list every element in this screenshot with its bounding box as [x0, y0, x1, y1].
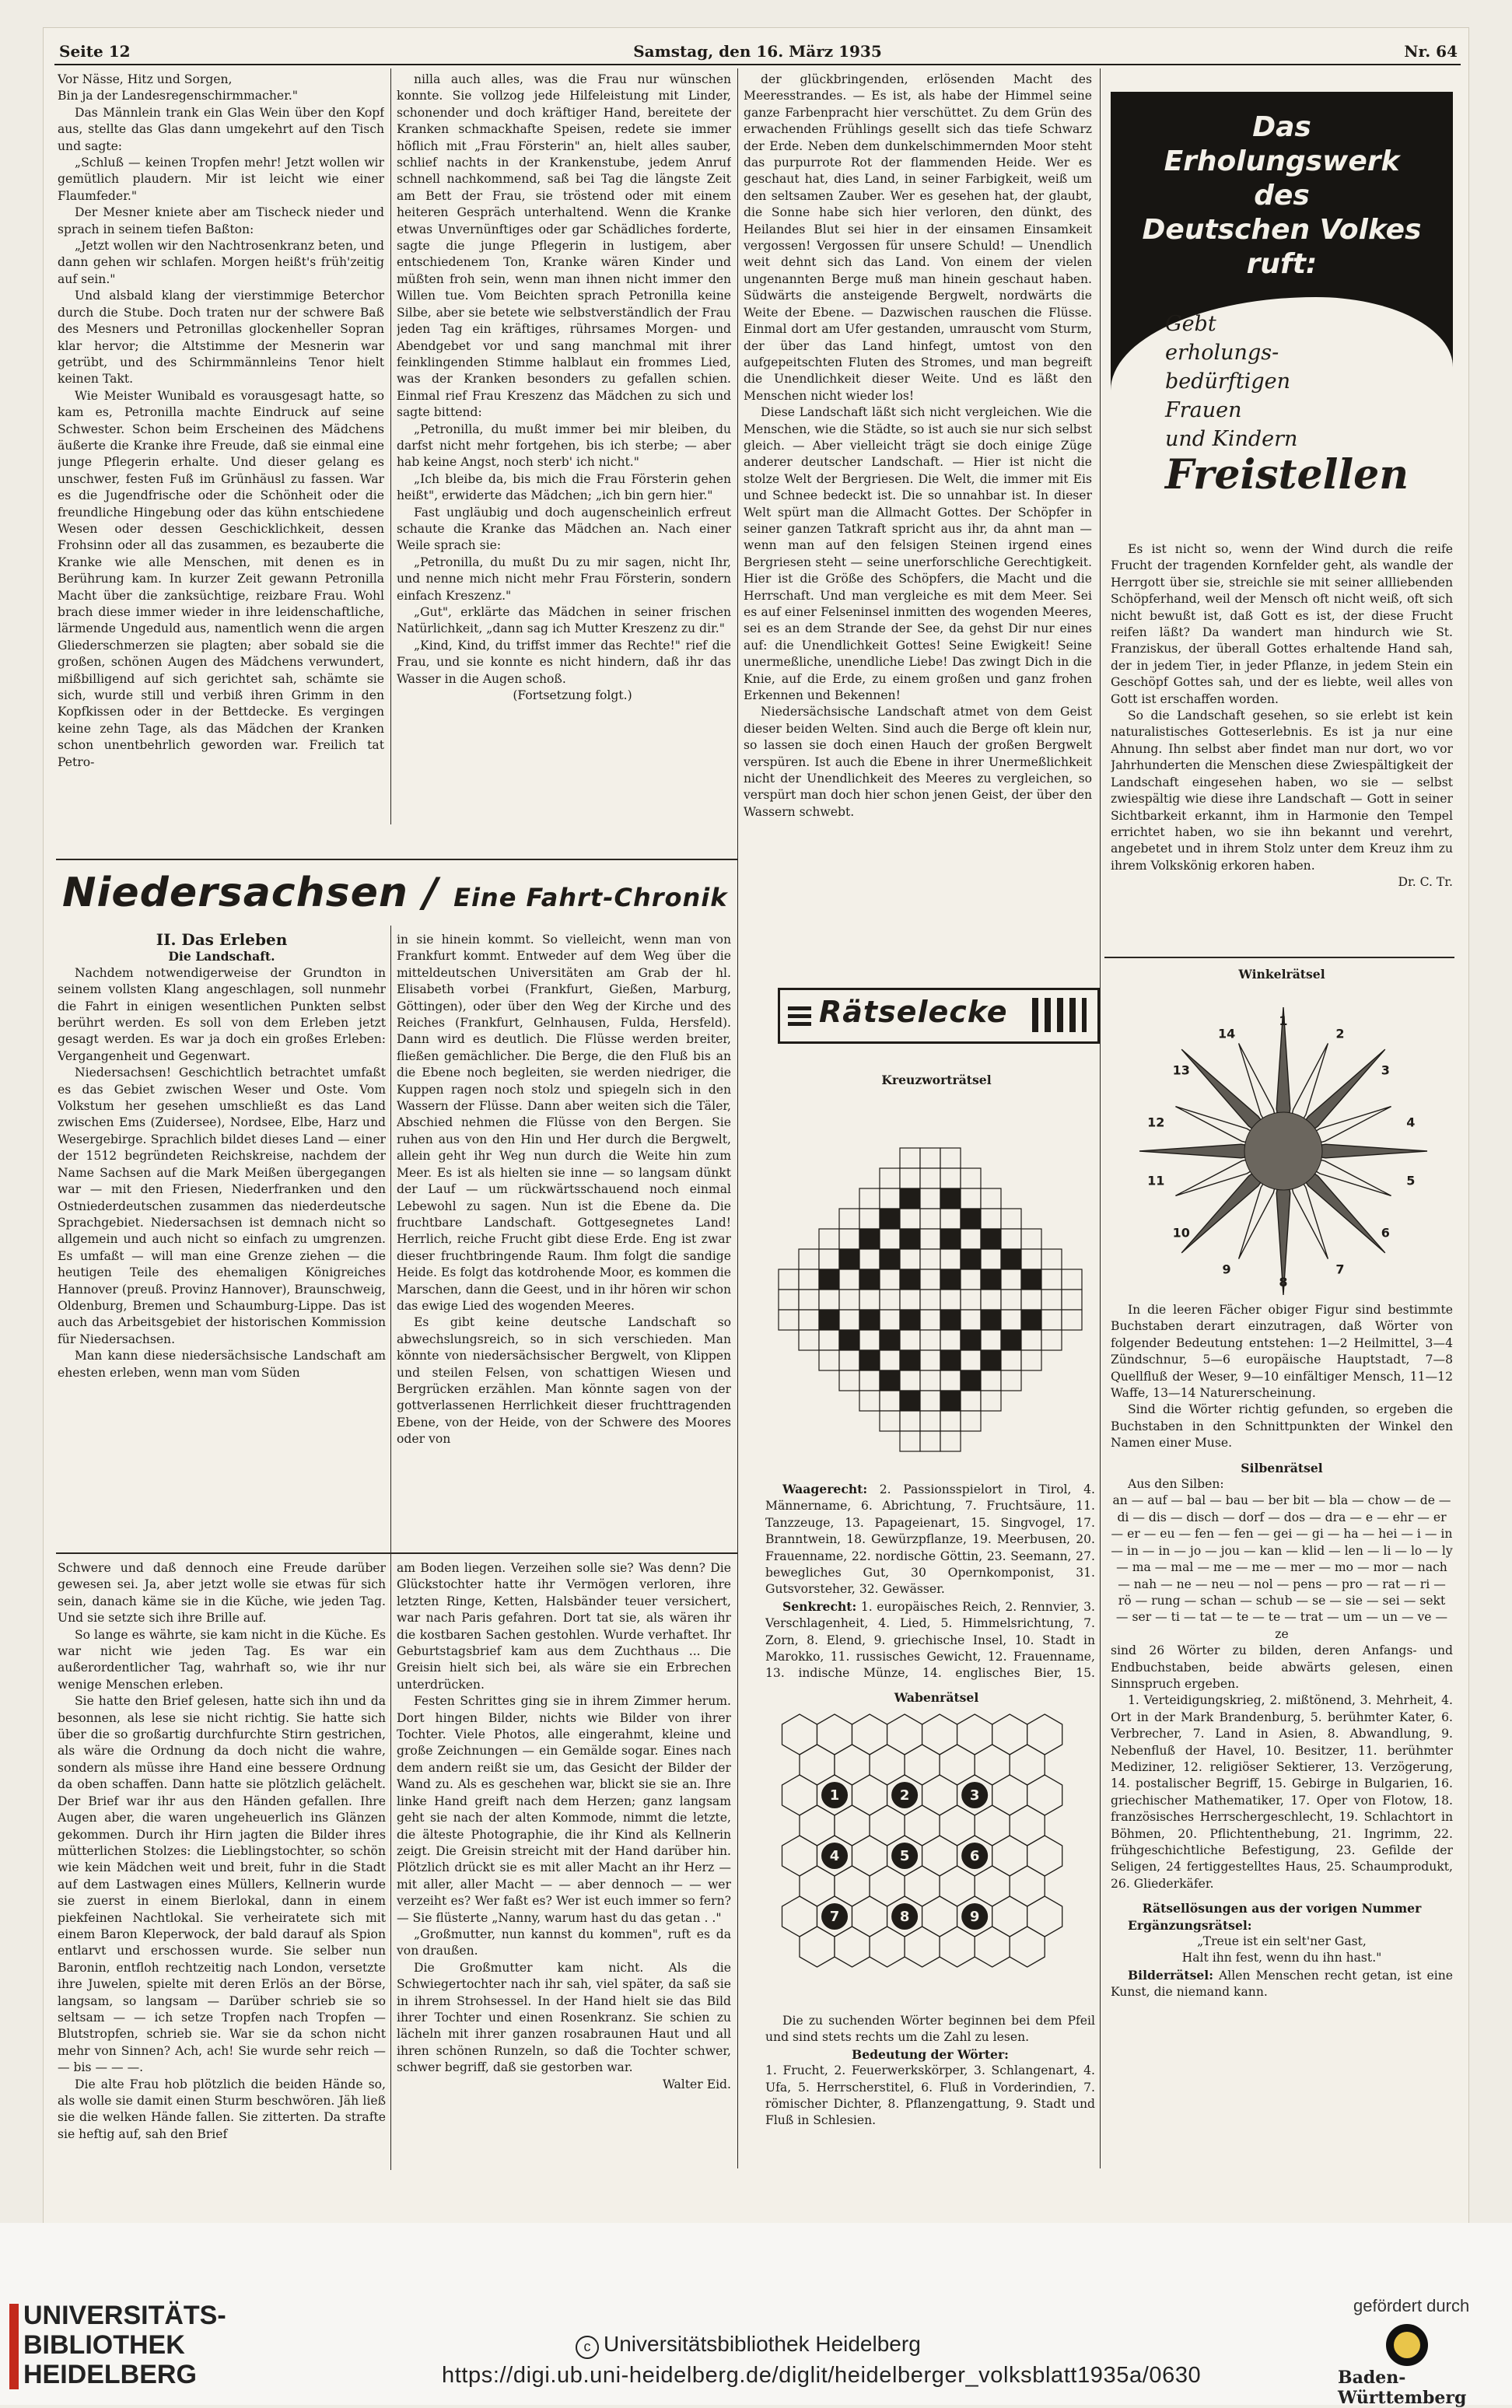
crossword-block — [961, 1249, 981, 1269]
paragraph: Niedersächsische Landschaft atmet von dem Geist dieser beiden Welten. Sind auch die Berge oft klein nur, so lassen sie doch einen Hauch der großen Bergwelt verspüren. Ist auch die Ebene in ihrer Unermeßlichkeit nicht der Unendlichkeit des Meeres zu vergleichen, so verspürt man doch hier schon jenen Geist, der über den Wassern schwebt. — [744, 705, 1092, 819]
crossword-block — [880, 1370, 900, 1391]
silben-syllables: an — auf — bal — bau — ber bit — bla — chow — de — di — dis — disch — dorf — dos — dra — e — ehr — er — er — eu — fen — fen — gei — gi — ha — hei — i — in — in — in — jo — jou — kan — klid — len — li — lo — ly — ma — mal — me — me — mer — mo — mor — nach — nah — ne — neu — nol — pens — pro — rat — ri — rö — rung — schan — schub — se — sie — sei — sekt — ser — ti — tat — te — te — trat — um — un — ve — ze — [1111, 1493, 1453, 1641]
crossword-block — [819, 1269, 839, 1290]
section-rule — [1104, 957, 1454, 958]
decor-icon — [788, 1004, 811, 1026]
sponsor-label: gefördert durch — [1353, 2296, 1470, 2315]
bilder-solution — [1111, 1967, 1453, 2001]
crossword-cell[interactable] — [859, 1249, 880, 1269]
crossword-block — [880, 1209, 900, 1229]
continuation-note: (Fortsetzung folgt.) — [513, 688, 632, 703]
crossword-block — [900, 1269, 920, 1290]
story-column-1 — [58, 72, 384, 818]
crossword-cell[interactable] — [981, 1391, 1001, 1411]
crossword-cell[interactable] — [940, 1290, 961, 1310]
crossword-cell[interactable] — [819, 1330, 839, 1350]
decor-icon — [1032, 998, 1087, 1032]
crossword-block — [981, 1269, 1001, 1290]
paragraph: Die Großmutter kam nicht. Als die Schwiegertochter nach ihr sah, viel später, da saß sie in ihrem Strohsessel. In der Hand hielt sie das Bild ihrer Tochter und einen Rosenkranz. Sie schien zu lächeln mit ihrer ganzen rosabraunen Haut und all ihren schönen Runzeln, so daß die Tochter schwer, schwer begriff, daß sie gestorben war. — [397, 1960, 731, 2075]
paragraph: in sie hinein kommt. So vielleicht, wenn man von Frankfurt kommt. Entweder auf dem Weg über die mitteldeutschen Universitäten am Grab der hl. Elisabeth vorbei (Frankfurt, Gießen, Marburg, Göttingen), oder über den Weg der Kirche und des Reiches (Frankfurt, Gelnhausen, Fulda, Hersfeld). Dann wird es deutlich. Die Flüsse werden breiter, fließen gemächlicher. Die Berge, die den Fluß bis an die Ebene noch begleiten, sie werden niedriger, die Kuppen ragen noch stolz und spiegeln sich in den Wassern der Flüsse. Dann aber weiten sich die Täler, Abschied nehmen die Flüsse von den Bergen. Sie ruhen aus von den Hin und Her durch die Bergwelt, allein geht ihr Weg nun durch die Weite hin zum Meer. Es ist als hielten sie inne — so langsam dünkt der Lauf — um rückwärtsschauend noch einmal Lebewohl zu sagen. Nun ist die Ebene da. Die fruchtbare Landschaft. Gottgesegnetes Land! Herrlich, reiche Frucht gibt diese Erde. Eng ist zwar dieser fruchtbringende Raum. Ihm folgt die sandige Heide. Es folgt das kotdrohende Moor, es kommen die Marschen, dann die Geest, und in ihr hören wir schon das ewige Lied des wogenden Meeres. — [397, 933, 731, 1313]
paragraph: Und alsbald klang der vierstimmige Beterchor durch die Stube. Doch traten nur der schwere Baß des Mesners und Petronillas glockenheller Sopran klar hervor; die Altstimme der Mesnerin war getrübt, und des Schirmmännleins Tenor hielt keinen Takt. — [58, 289, 384, 387]
paragraph: Wie Meister Wunibald es vorausgesagt hatte, so kam es, Petronilla machte Eindruck auf seine Schwester. Schon beim Erscheinen des Mädchens äußerte die Kranke ihre Freude, daß sie einmal eine junge Pflegerin erhalte. Und dieser gelang es unschwer, festen Fuß im Grünhäusl zu fassen. War es die Jugendfrische oder die Schönheit oder die freundliche Hingebung oder das kühn entschiedene Wesen oder dessen Geschicklichkeit, dessen Frohsinn oder all das zusammen, es bezauberte die Kranke wie alle Menschen, mit denen es in Berührung kam. In kurzer Zeit gewann Petronilla Macht über die zanksüchtige, reizbare Frau. Wohl brach diese immer wieder in ihre leidenschaftliche, lärmende Ungeduld aus, namentlich wenn die argen Gliederschmerzen sie plagten; aber sobald sie die großen, schönen Augen des Mädchens verwundert, mißbilligend auf sich gerichtet sah, schämte sie sich, wurde still und verbiß ihren Grimm in den Kopfkissen oder in der Bettdecke. Es vergingen keine zehn Tage, als das Mädchen der Kranken schon unentbehrlich geworden war. Freilich tat Petro- — [58, 388, 384, 769]
banner-script-line: und Kindern — [1165, 427, 1298, 451]
crossword-block — [940, 1350, 961, 1370]
crossword-cell[interactable] — [900, 1330, 920, 1350]
crossword-cell[interactable] — [1062, 1310, 1082, 1330]
crossword-cell[interactable] — [961, 1350, 981, 1370]
paragraph: Es ist nicht so, wenn der Wind durch die reife Frucht der tragenden Kornfelder geht, als wandle der Herrgott über sie, streichle sie mit seiner allliebenden Schöpferhand, weil der Mensch oft nicht weiß, oft sich nicht bewußt ist, daß Gott es ist, der diese Frucht reifen läßt? Da wandert man hindurch wie St. Franziskus, der überall Gottes erhaltende Hand sah, der in jedem Tier, in jeder Pflanze, in jedem Stein ein Geschöpf Gottes sah, und der es liebte, weil alles von Gott ist erschaffen worden. — [1111, 542, 1453, 706]
paragraph: „Petronilla, du mußt immer bei mir bleiben, du darfst nicht mehr fortgehen, bis ich sterbe; — aber hab keine Angst, noch sterb' ich nicht." — [397, 422, 731, 470]
crossword-cell[interactable] — [940, 1370, 961, 1391]
crossword-cell[interactable] — [819, 1290, 839, 1310]
winkel-instructions-2: Sind die Wörter richtig gefunden, so ergeben die Buchstaben in den Schnittpunkten der Winkel den Namen einer Muse. — [1111, 1402, 1453, 1451]
landscape-column-4 — [1111, 541, 1453, 930]
crossword-block — [981, 1229, 1001, 1249]
crossword-cell[interactable] — [920, 1411, 940, 1431]
crossword-cell[interactable] — [900, 1148, 920, 1168]
crossword-title — [778, 1072, 1095, 1092]
crossword-cell[interactable] — [859, 1290, 880, 1310]
crossword-cell[interactable] — [1001, 1370, 1021, 1391]
story2-column-1 — [58, 1560, 386, 2175]
crossword-block — [880, 1330, 900, 1350]
permalink[interactable]: https://digi.ub.uni-heidelberg.de/diglit/heidelberger_volksblatt1935a/0630 — [442, 2363, 1202, 2388]
crossword-cell[interactable] — [981, 1370, 1001, 1391]
ergaenzung-line: „Treue ist ein selt'ner Gast, — [1197, 1934, 1367, 1949]
crossword-cell[interactable] — [1041, 1290, 1062, 1310]
honeycomb-number: 7 — [829, 1909, 840, 1925]
crossword-cell[interactable] — [1021, 1249, 1041, 1269]
crossword-block — [961, 1370, 981, 1391]
honeycomb-number: 1 — [829, 1787, 840, 1804]
crossword-cell[interactable] — [880, 1168, 900, 1188]
column-rule — [1100, 68, 1101, 2168]
crossword-cell[interactable] — [1021, 1290, 1041, 1310]
article-column-1 — [58, 932, 386, 1546]
column-rule — [737, 68, 738, 2168]
crossword-block — [839, 1249, 859, 1269]
paragraph: nilla auch alles, was die Frau nur wünschen konnte. Sie vollzog jede Hilfeleistung mit Linder, schonender und doch kräftiger Hand, bereitete der Kranken schmackhafte Speisen, redete sie immer höflich mit „Frau Försterin" an, hielt alles sauber, schlief nachts in der Krankenstube, jedem Anruf schnell nachkommend, saß bei Tag die längste Zeit am Bett der Frau, sie tröstend oder mit einem heiteren Gespräch unterhaltend. Wenn die Kranke etwas Unvernünftiges oder gar Schädliches forderte, sagte die junge Pflegerin in lustigem, aber entschiedenem Ton, Kranke wären Kinder und müßten froh sein, wenn man ihnen nicht immer den Willen tue. Vom Beichten sprach Petronilla keine Silbe, aber sie betete wie selbstverständlich der Frau jeden Tag ein kräftiges, rührsames Morgen- und Abendgebet vor und sang manchmal mit ihrer feinklingenden Stimme halblaut ein frommes Lied, was der Kranken besonders zu gefallen schien. Einmal rief Frau Kreszenz das Mädchen zu sich und sagte bittend: — [397, 72, 731, 420]
crossword-cell[interactable] — [1041, 1249, 1062, 1269]
crossword-block — [981, 1310, 1001, 1330]
crossword-cell[interactable] — [839, 1269, 859, 1290]
crossword-cell[interactable] — [920, 1269, 940, 1290]
paragraph: „Jetzt wollen wir den Nachtrosenkranz beten, und dann gehen wir schlafen. Morgen heißt's früh'zeitig auf sein." — [58, 239, 384, 286]
paragraph: Es gibt keine deutsche Landschaft so abwechslungsreich, so in sich verschieden. Man könnte von niedersächsischer Bergwelt, von Klippen und steilen Felsen, von schattigen Wiesen und Bergrücken erzählen. Man könnte sagen von der gottverlassenen Herrlichkeit dieser fruchttragenden Ebene, von der Heide, von der Schwere des Moores oder von — [397, 1315, 731, 1447]
crossword-cell[interactable] — [799, 1269, 819, 1290]
crossword-cell[interactable] — [961, 1411, 981, 1431]
paragraph: Nachdem notwendigerweise der Grundton in seinem vollsten Klang angeschlagen, soll nunmehr die Fahrt in einigen wesentlichen Punkten selbst berührt werden. Es soll von dem Erleben jetzt gesagt werden. Es war ja doch ein großes Erleben: Vergangenheit und Gegenwart. — [58, 965, 386, 1063]
crossword-title-text: Kreuzworträtsel — [881, 1073, 992, 1087]
issue-number: Nr. 64 — [1404, 42, 1458, 61]
crossword-cell[interactable] — [839, 1290, 859, 1310]
crossword-block — [940, 1391, 961, 1411]
honeycomb-number: 5 — [899, 1848, 910, 1864]
crossword-cell[interactable] — [920, 1209, 940, 1229]
crossword-cell[interactable] — [880, 1290, 900, 1310]
crossword-block — [880, 1249, 900, 1269]
winkel-number: 7 — [1335, 1262, 1345, 1277]
solutions-title: Rätsellösungen aus der vorigen Nummer — [1142, 1901, 1422, 1916]
paragraph: Fast ungläubig und doch augenscheinlich erfreut schaute die Kranke das Mädchen an. Nach einer Weile sprach sie: — [397, 505, 731, 553]
winkel-number: 6 — [1381, 1225, 1390, 1241]
crossword-cell[interactable] — [961, 1290, 981, 1310]
library-line: HEIDELBERG — [23, 2360, 197, 2389]
crossword-cell[interactable] — [900, 1249, 920, 1269]
winkel-number: 1 — [1279, 1013, 1288, 1028]
story-column-2 — [397, 72, 731, 818]
library-line: BIBLIOTHEK — [23, 2330, 185, 2360]
crossword-cell[interactable] — [1001, 1229, 1021, 1249]
paragraph: Vor Nässe, Hitz und Sorgen, — [58, 72, 233, 86]
paragraph: Bin ja der Landesregenschirmmacher." — [58, 89, 298, 103]
crossword-cell[interactable] — [779, 1310, 799, 1330]
crossword-cell[interactable] — [940, 1431, 961, 1451]
paragraph: So die Landschaft gesehen, so sie erlebt ist kein naturalistisches Gotteserlebnis. Es ist ja nur eine Ahnung. Ihn selbst aber findet man nur dort, wo vor Jahrhunderten die Menschen diese Zwiespältigkeit der Landschaft eingesehen haben, wo sie — selbst zwiespältig wie diese ihre Landschaft — Gott in seiner Sichtbarkeit erkannt, ihm in Harmonie den Tempel errichtet haben, wo sie ihn bekannt und verehrt, angebetet und in ihrem Stolz unter dem Kreuz ihm zu ihrem Volkskönig erkoren haben. — [1111, 709, 1453, 873]
crossword-cell[interactable] — [920, 1290, 940, 1310]
winkel-star-center — [1244, 1112, 1322, 1190]
winkel-star-figure — [1128, 1003, 1439, 1299]
crossword-cell[interactable] — [799, 1249, 819, 1269]
banner-line: Das — [1252, 111, 1311, 143]
silben-title: Silbenrätsel — [1241, 1460, 1323, 1475]
crossword-cell[interactable] — [940, 1209, 961, 1229]
down-title: Senkrecht: — [782, 1598, 857, 1614]
ergaenzung-title: Ergänzungsrätsel: — [1128, 1917, 1252, 1933]
crossword-block — [940, 1188, 961, 1209]
winkel-number: 5 — [1406, 1173, 1416, 1188]
wabe-meanings-title: Bedeutung der Wörter: — [852, 2046, 1009, 2062]
winkel-title-text: Winkelrätsel — [1238, 967, 1325, 982]
crossword-cell[interactable] — [880, 1411, 900, 1431]
paragraph: Man kann diese niedersächsische Landschaft am ehesten erleben, wenn man vom Süden — [58, 1349, 386, 1380]
crossword-cell[interactable] — [920, 1330, 940, 1350]
crossword-block — [1001, 1249, 1021, 1269]
crossword-cell[interactable] — [839, 1350, 859, 1370]
author-signature: Walter Eid. — [662, 2077, 731, 2091]
crossword-cell[interactable] — [981, 1209, 1001, 1229]
puzzle-title: Rätselecke — [819, 995, 1008, 1029]
crossword-cell[interactable] — [900, 1431, 920, 1451]
crossword-cell[interactable] — [961, 1391, 981, 1411]
crossword-cell[interactable] — [981, 1330, 1001, 1350]
paragraph: Das Männlein trank ein Glas Wein über den Kopf aus, stellte das Glas dann umgekehrt auf den Tisch und sagte: — [58, 105, 384, 153]
crossword-cell[interactable] — [961, 1310, 981, 1330]
silben-task: sind 26 Wörter zu bilden, deren Anfangs- und Endbuchstaben, beide abwärts gelesen, einen Sinnspruch ergeben. — [1111, 1643, 1453, 1691]
banner-script — [1165, 310, 1414, 497]
crossword-cell[interactable] — [880, 1310, 900, 1330]
crossword-cell[interactable] — [1021, 1330, 1041, 1350]
banner-line: Deutschen Volkes — [1142, 214, 1422, 246]
crossword-block — [981, 1350, 1001, 1370]
honeycomb-number: 2 — [899, 1787, 910, 1804]
library-footer — [0, 2223, 1512, 2408]
across-text: 2. Passionsspielort in Tirol, 4. Männername, 6. Abrichtung, 7. Fruchtsäure, 11. Tanzzeuge, 13. Papageienart, 15. Singvogel, 17. Branntwein, 18. Gewürzpflanze, 19. Meerbusen, 20. Frauenname, 22. nordische Göttin, 23. Seemann, 27. bewegliches Gut, 30 Opernkomponist, 31. Gutsvorsteher, 32. Gewässer. — [765, 1482, 1095, 1597]
across-title: Waagerecht: — [782, 1482, 868, 1496]
bilder-title: Bilderrätsel: — [1128, 1967, 1213, 1983]
column-rule — [390, 926, 391, 2170]
crossword-cell[interactable] — [1062, 1269, 1082, 1290]
paragraph: „Ich bleibe da, bis mich die Frau Försterin gehen heißt", erwiderte das Mädchen; „ich bin gern hier." — [397, 471, 731, 503]
ergaenzung-line: Halt ihn fest, wenn du ihn hast." — [1181, 1951, 1382, 1965]
crossword-cell[interactable] — [920, 1310, 940, 1330]
wabe-instructions: Die zu suchenden Wörter beginnen bei dem Pfeil und sind stets rechts um die Zahl zu lesen. — [765, 2014, 1095, 2045]
wabe-meanings: 1. Frucht, 2. Feuerwerkskörper, 3. Schlangenart, 4. Ufa, 5. Herrscherstitel, 6. Fluß in Vorderindien, 7. römischer Dichter, 8. Pflanzengattung, 9. Stadt und Fluß in Schlesien. — [765, 2063, 1095, 2128]
banner-script-line: erholungs- — [1165, 341, 1279, 365]
page-number: Seite 12 — [59, 42, 131, 61]
crossword-cell[interactable] — [839, 1370, 859, 1391]
column-rule — [390, 68, 391, 824]
crossword-cell[interactable] — [859, 1370, 880, 1391]
crossword-cell[interactable] — [1001, 1209, 1021, 1229]
paragraph: Niedersachsen! Geschichtlich betrachtet umfaßt es das Gebiet zwischen Weser und Oste. Vom Volkstum her gesehen umschließt es das Land zwischen Ems (Zuidersee), Nordsee, Elbe, Harz und Wesergebirge. Sprachlich bildet dieses Land — einer der 1512 begründeten Reichskreise, nachdem der Name Sachsen auf die Mark Meißen übergegangen war — mit den Friesen, Niederfranken und den Ostniederdeutschen zusammen das niederdeutsche Sprachgebiet. Niedersachsen ist demnach nicht so allgemein und auch nicht so einfach zu umgrenzen. Es umfaßt — will man eine Grenze ziehen — die heutigen Teile des ehemaligen Königreiches Hannover (preuß. Provinz Hannover), Braunschweig, Oldenburg, Bremen und Schaumburg-Lippe. Das ist auch das Arbeitsgebiet der historischen Kommission für Niedersachsen. — [58, 1066, 386, 1346]
crossword-cell[interactable] — [880, 1188, 900, 1209]
crossword-cell[interactable] — [920, 1350, 940, 1370]
crossword-cell[interactable] — [859, 1188, 880, 1209]
crossword-block — [940, 1310, 961, 1330]
crossword-cell[interactable] — [880, 1350, 900, 1370]
puzzle-column-right — [1111, 1302, 1453, 2173]
banner-line: ruft: — [1246, 248, 1318, 280]
crossword-block — [859, 1310, 880, 1330]
crossword-cell[interactable] — [1041, 1310, 1062, 1330]
crossword-cell[interactable] — [880, 1269, 900, 1290]
crossword-cell[interactable] — [920, 1168, 940, 1188]
silben-list: 1. Verteidigungskrieg, 2. mißtönend, 3. Mehrheit, 4. Ort in der Mark Brandenburg, 5. berühmter Kater, 6. Verbrecher, 7. Land in Asien, 8. Abwandlung, 9. Nebenfluß der Havel, 10. Besitzer, 11. berühmter Mediziner, 12. religiöser Sektierer, 13. Verzögerung, 14. postalischer Begriff, 15. Gebirge in Bulgarien, 16. griechischer Mathematiker, 17. Oper von Flotow, 18. französisches Herrschergeschlecht, 19. Schlachtort in Böhmen, 20. Pflichtenthebung, 21. Ingrimm, 22. frühgeschichtliche Befestigung, 23. Gefilde der Seligen, 24 fertiggestelltes Haus, 25. Schaumprodukt, 26. Gliederkäfer. — [1111, 1693, 1453, 1891]
crossword-cell[interactable] — [920, 1370, 940, 1391]
wabe-clues — [765, 2013, 1095, 2176]
crossword-cell[interactable] — [1041, 1330, 1062, 1350]
silben-intro: Aus den Silben: — [1128, 1477, 1224, 1492]
library-line: UNIVERSITÄTS- — [23, 2301, 226, 2330]
library-logo-icon — [9, 2304, 19, 2389]
article-title: Niedersachsen / Eine Fahrt-Chronik — [62, 870, 728, 916]
paragraph: „Großmutter, nun kannst du kommen", ruft es da von draußen. — [397, 1927, 731, 1958]
crossword-block — [1001, 1330, 1021, 1350]
crossword-cell[interactable] — [859, 1391, 880, 1411]
winkel-number: 4 — [1406, 1115, 1416, 1130]
crossword-cell[interactable] — [900, 1411, 920, 1431]
crossword-cell[interactable] — [920, 1391, 940, 1411]
copyright-text: Universitätsbibliothek Heidelberg — [604, 2332, 921, 2356]
crossword-block — [1021, 1310, 1041, 1330]
crossword-block — [900, 1350, 920, 1370]
crossword-cell[interactable] — [920, 1229, 940, 1249]
erholungswerk-banner — [1111, 92, 1453, 530]
crossword-cell[interactable] — [819, 1249, 839, 1269]
banner-line: des — [1254, 180, 1310, 212]
winkel-title — [1112, 966, 1451, 986]
winkel-number: 2 — [1335, 1026, 1345, 1041]
crossword-cell[interactable] — [1041, 1269, 1062, 1290]
crossword-cell[interactable] — [880, 1391, 900, 1411]
article-column-2 — [397, 932, 731, 1546]
honeycomb-number: 6 — [969, 1848, 980, 1864]
crossword-block — [940, 1269, 961, 1290]
crossword-cell[interactable] — [961, 1168, 981, 1188]
puzzle-corner-heading — [778, 988, 1100, 1044]
page-header — [54, 40, 1461, 65]
honeycomb-number: 9 — [969, 1909, 980, 1925]
wabe-title — [778, 1689, 1095, 1710]
crossword-cell[interactable] — [1021, 1229, 1041, 1249]
author-signature: Dr. C. Tr. — [1398, 875, 1453, 890]
paragraph: Diese Landschaft läßt sich nicht vergleichen. Wie die Menschen, wie die Städte, so ist auch sie nur sich selbst gleich. — Aber vielleicht trägt sie doch einige Züge anderer deutscher Landschaft. — Hier ist nicht die stolze Welt der Bergriesen. Die Welt, die immer mit Eis und Schnee bedeckt ist. Die so unnahbar ist. In dieser Welt spürt man die Allmacht Gottes. Der Schöpfer in seiner ganzen Tatkraft spricht aus ihr, da ahnt man — wenn man auf den felsigen Steinen irgend eines Bergriesen steht — seine unerforschliche Gerechtigkeit. Hier ist die Größe des Schöpfers, die Macht und die Herrschaft. Und man vergleiche es mit dem Meer. Sei es auf einer Felseninsel inmitten des wogenden Meeres, sei es an dem Strande der See, da gehst Dir nur eines auf: die Unendlichkeit Gottes! Seine Ewigkeit! Seine unermeßliche, unendliche Liebe! Das zwingt Dich in die Knie, auf die Erde, zu einem großen und ganz frohen Erkennen und Bekennen! — [744, 405, 1092, 703]
banner-script-name: Freistellen — [1165, 451, 1409, 499]
winkel-number: 10 — [1172, 1225, 1190, 1241]
crossword-cell[interactable] — [981, 1188, 1001, 1209]
paragraph: Festen Schrittes ging sie in ihrem Zimmer herum. Dort hingen Bilder, nichts wie Bilder von ihrer Tochter. Viele Photos, alle eingerahmt, kleine und große Zeichnungen — ein Gemälde sogar. Eines nach dem andern reißt sie um, das Gesicht der Bilder der Wand zu. Als es geschehen war, blickt sie sie an. Ihre linke Hand greift nach dem Herzen; ganz langsam geht sie nach der alten Kommode, nimmt die letzte, die älteste Photographie, die ihr Kind als Kellnerin zeigt. Die Greisin streicht mit der Hand darüber hin. Plötzlich drückt sie es mit aller Macht an ihr Herz — mit aller, aller Macht — — aber dennoch — — wer verzeiht es? Wer faßt es? Wer ist euch immer so fern? — Sie flüsterte „Nanny, warum hast du das getan . ." — [397, 1694, 731, 1925]
article-subtitle: Eine Fahrt-Chronik — [453, 883, 728, 912]
banner-script-line: Frauen — [1165, 398, 1242, 422]
paragraph: Schwere und daß dennoch eine Freude darüber gewesen sei. Ja, aber jetzt wolle sie etwas für sich sein, danach käme sie in die Küche, wie jeden Tag. Und sie setzte sich ihre Brille auf. — [58, 1561, 386, 1626]
winkel-number: 8 — [1279, 1275, 1288, 1290]
crossword-cell[interactable] — [1001, 1290, 1021, 1310]
crossword-cell[interactable] — [819, 1350, 839, 1370]
crossword-block — [900, 1391, 920, 1411]
crossword-block — [1021, 1269, 1041, 1290]
across-clues — [765, 1481, 1095, 1598]
crossword-block — [900, 1188, 920, 1209]
crossword-cell[interactable] — [920, 1431, 940, 1451]
crossword-cell[interactable] — [880, 1229, 900, 1249]
copyright-icon: c — [576, 2336, 599, 2359]
crossword-block — [839, 1330, 859, 1350]
crossword-cell[interactable] — [1001, 1310, 1021, 1330]
crossword-cell[interactable] — [799, 1330, 819, 1350]
crossword-block — [961, 1209, 981, 1229]
crossword-cell[interactable] — [920, 1148, 940, 1168]
crossword-cell[interactable] — [779, 1269, 799, 1290]
crossword-cell[interactable] — [920, 1188, 940, 1209]
crossword-cell[interactable] — [940, 1330, 961, 1350]
crossword-cell[interactable] — [839, 1229, 859, 1249]
crossword-cell[interactable] — [940, 1411, 961, 1431]
sponsor-state: Baden-Württemberg — [1338, 2368, 1467, 2408]
crossword-block — [900, 1310, 920, 1330]
crossword-cell[interactable] — [920, 1249, 940, 1269]
crossword-cell[interactable] — [900, 1168, 920, 1188]
banner-script-line: bedürftigen — [1165, 369, 1290, 394]
crossword-cell[interactable] — [940, 1249, 961, 1269]
issue-date: Samstag, den 16. März 1935 — [633, 42, 882, 61]
wabe-title-text: Wabenrätsel — [894, 1690, 979, 1705]
winkel-number: 13 — [1172, 1062, 1190, 1078]
article-subhead: Die Landschaft. — [168, 949, 275, 964]
honeycomb-number: 3 — [969, 1787, 980, 1804]
article-title-text: Niedersachsen — [62, 870, 408, 916]
crossword-block — [940, 1229, 961, 1249]
winkel-number: 12 — [1147, 1115, 1165, 1130]
crossword-cell[interactable] — [819, 1229, 839, 1249]
state-crest-icon — [1386, 2324, 1428, 2366]
winkel-instructions: In die leeren Fächer obiger Figur sind bestimmte Buchstaben derart einzutragen, daß Wörter von folgender Bedeutung entstehen: 1—2 Heilmittel, 3—4 Zündschnur, 5—6 europäische Hauptstadt, 7—8 Quellfluß der Weser, 9—10 einfältiger Mensch, 11—12 Waffe, 13—14 Naturerscheinung. — [1111, 1303, 1453, 1401]
section-rule — [56, 1552, 737, 1554]
crossword-cell[interactable] — [839, 1310, 859, 1330]
crossword-cell[interactable] — [859, 1209, 880, 1229]
story2-column-2 — [397, 1560, 731, 2175]
honeycomb-number: 8 — [899, 1909, 910, 1925]
library-name — [23, 2301, 226, 2389]
crossword-block — [859, 1229, 880, 1249]
down-clues — [765, 1598, 1095, 1683]
banner-script-line: Gebt — [1165, 312, 1216, 336]
crossword-cell[interactable] — [940, 1168, 961, 1188]
crossword-cell[interactable] — [961, 1229, 981, 1249]
crossword-block — [900, 1229, 920, 1249]
section-rule — [56, 859, 737, 860]
crossword-cell[interactable] — [1001, 1350, 1021, 1370]
bilder-text: Allen Menschen recht getan, ist eine Kunst, die niemand kann. — [1111, 1968, 1453, 2000]
paragraph: „Kind, Kind, du triffst immer das Rechte!" rief die Frau, und sie konnte es nicht hindern, daß ihr das Wasser in die Augen schoß. — [397, 638, 731, 686]
paragraph: der glückbringenden, erlösenden Macht des Meeresstrandes. — Es ist, als habe der Himmel seine ganze Farbenpracht hier verschüttet. Zu dem Grün des erwachenden Frühlings gesellt sich das tiefe Schwarz der Erde. Neben dem dunkelschimmernden Moor steht das purpurrote Rot der flammenden Heide. Wer es geschaut hat, dies Land, in seiner Farbigkeit, weiß um den seltsamen Zauber. Wer es gesehen hat, der glaubt, die Sonne habe sich hier verloren, den dünkt, des Heilandes Blut sei hier in der einsamen Einsamkeit vergossen! Vergossen für unsere Schuld! — Unendlich weit dehnt sich das Land. Von einem der vielen ungenannten Berge muß man hinein geschaut haben. Südwärts die ansteigende Bergwelt, nordwärts die Weite der Ebene. — Dazwischen rauschen die Flüsse. Einmal dort am Ufer gestanden, umrauscht vom Sturm, der über das Land hinfegt, umtost von den aufgepeitschten Fluten des Stromes, und man begreift die Unendlichkeit dieser Weite. Und es läßt den Menschen nicht wieder los! — [744, 72, 1092, 403]
crossword-cell[interactable] — [859, 1330, 880, 1350]
paragraph: „Gut", erklärte das Mädchen in seiner frischen Natürlichkeit, „dann sag ich Mutter Kreszenz zu dir." — [397, 605, 731, 636]
crossword-cell[interactable] — [1062, 1290, 1082, 1310]
honeycomb-puzzle — [778, 1711, 1089, 2007]
crossword-cell[interactable] — [981, 1290, 1001, 1310]
winkel-number: 3 — [1381, 1062, 1390, 1078]
banner-line: Erholungswerk — [1164, 145, 1400, 177]
crossword-cell[interactable] — [839, 1209, 859, 1229]
paragraph: Die alte Frau hob plötzlich die beiden Hände so, als wolle sie damit einen Sturm beschwören. Jäh ließ sie die welken Hände fallen. Sie zitterten. Da strafte sie heftig auf, sah den Brief — [58, 2077, 386, 2141]
crossword-block — [819, 1310, 839, 1330]
crossword-cell[interactable] — [961, 1269, 981, 1290]
down-text: 1. europäisches Reich, 2. Rennvier, 3. Verschlagenheit, 4. Lied, 5. Himmelsrichtung, 7. Zorn, 8. Elend, 9. griechische Insel, 10. Stadt in Marokko, 11. russisches Gewicht, 12. Frauenname, 13. indische Münze, 14. englisches Bier, 15. — [765, 1599, 1095, 1681]
crossword-block — [961, 1330, 981, 1350]
crossword-cell[interactable] — [779, 1290, 799, 1310]
crossword-cell[interactable] — [799, 1310, 819, 1330]
paragraph: Der Mesner kniete aber am Tischeck nieder und sprach in seinem tiefen Baßton: — [58, 205, 384, 236]
paragraph: Sie hatte den Brief gelesen, hatte sich ihn und da besonnen, als lese sie nicht richtig. Sie hatte sich über die so großartig durchfurchte Stirn gestrichen, als wäre die Ordnung da doch nicht die wahre, sondern als müsse ihre Hand eine bessere Ordnung da oben schaffen. Dann hatte sie plötzlich gelächelt. Der Brief war ihr aus den Händen gefallen. Ihre Augen aber, die waren ungeheuerlich ins Glänzen gekommen. Durch ihr Hirn jagten die Bilder ihres mütterlichen Stolzes: die Lieblingstochter, so schön wie kein Mädchen weit und breit, fuhr in die Stadt auf dem Lastwagen eines Müllers, Kellnerin wurde sie zuerst in einem Bierlokal, dann in einem piekfeinen Nachtlokal. Sie verheiratete sich mit einem Baron Kleperwock, der bald darauf als Spion entlarvt und erschossen wurde. Sie selber nun Baronin, entfloh rechtzeitig nach London, versetzte ihre Juwelen, spielte mit deren Erlös an der Börse, langsam, so langsam — Darüber schrieb sie so seltsam — — ich setze Tropfen nach Tropfen — Blutstropfen, schrieb sie. War sie da schon nicht mehr von Sinnen? Ach, ach! Sie wurde sehr reich — — bis — — —. — [58, 1694, 386, 2075]
winkel-number: 11 — [1147, 1173, 1165, 1188]
crossword-cell[interactable] — [1021, 1350, 1041, 1370]
crossword-cell[interactable] — [1001, 1269, 1021, 1290]
paragraph: So lange es währte, sie kam nicht in die Küche. Es war nicht wie jeden Tag. Es war ein außerordentlicher Tag, wahrhaft so, wie ihr nur wenige Menschen erleben. — [58, 1627, 386, 1692]
crossword-cell[interactable] — [961, 1188, 981, 1209]
crossword-cell[interactable] — [900, 1209, 920, 1229]
crossword-block — [859, 1350, 880, 1370]
paragraph: am Boden liegen. Verzeihen solle sie? Was denn? Die Glückstochter hatte ihr Vermögen verloren, ihre letzten Ringe, Ketten, Halsbänder teuer versichert, war nach Paris gefahren. Dort tat sie, als wären ihr die kostbaren Sachen gestohlen. Wurde verhaftet. Ihr Geburtstagsbrief kam aus dem Zuchthaus ... Die Greisin hielt sich bei, als wäre sie ein Erbrechen unterdrücken. — [397, 1561, 731, 1692]
winkel-number: 9 — [1222, 1262, 1231, 1277]
crossword-cell[interactable] — [900, 1370, 920, 1391]
crossword-block — [859, 1269, 880, 1290]
paragraph: „Petronilla, du mußt Du zu mir sagen, nicht Ihr, und nenne mich nicht mehr Frau Försterin, sondern einfach Kreszenz." — [397, 555, 731, 603]
honeycomb-number: 4 — [829, 1848, 840, 1864]
crossword-clues — [765, 1481, 1095, 1683]
crossword-cell[interactable] — [981, 1249, 1001, 1269]
paragraph: „Schluß — keinen Tropfen mehr! Jetzt wollen wir gemütlich plaudern. Mir ist leicht wie einer Flaumfeder." — [58, 156, 384, 203]
copyright — [576, 2332, 921, 2359]
crossword-cell[interactable] — [900, 1290, 920, 1310]
crossword-cell[interactable] — [799, 1290, 819, 1310]
crossword-cell[interactable] — [940, 1148, 961, 1168]
landscape-column-3 — [744, 72, 1092, 950]
crossword-grid — [765, 1132, 1095, 1475]
article-section: II. Das Erleben — [156, 932, 288, 949]
winkel-number: 14 — [1217, 1026, 1236, 1041]
